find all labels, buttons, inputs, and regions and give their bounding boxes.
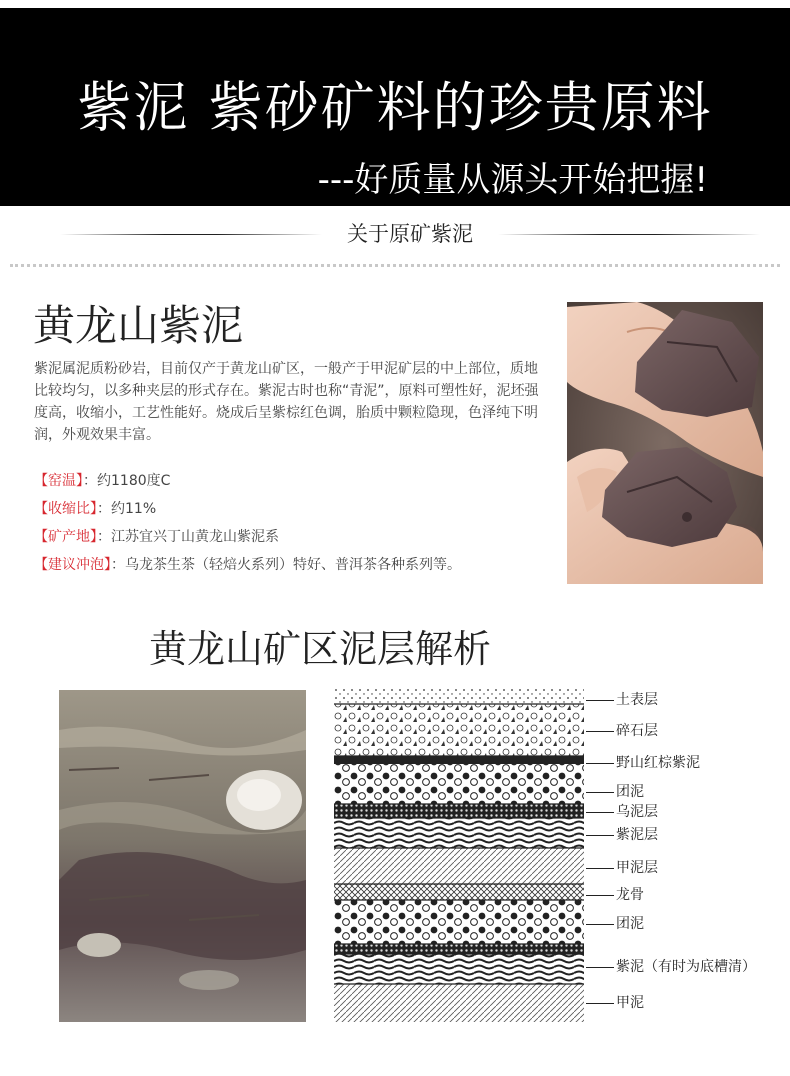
clay-name-heading: 黄龙山紫泥 [33,301,244,350]
dotted-divider [10,264,780,267]
banner-subtitle: ---好质量从源头开始把握! [317,160,708,200]
legend-item [586,859,658,877]
legend-item [586,994,644,1012]
legend-dash [586,868,614,869]
ore-illustration [567,302,763,584]
legend-label: 土表层 [616,692,658,708]
ore-photo [567,302,763,584]
legend-dash [586,812,614,813]
legend-dash [586,895,614,896]
legend-label: 野山红棕紫泥 [616,755,700,771]
legend-label: 甲泥层 [616,860,658,876]
spec-row-brewing [34,554,554,576]
legend-dash [586,731,614,732]
legend-dash [586,763,614,764]
legend-item [586,886,644,904]
spec-value: ：约11% [97,501,157,517]
spec-row-shrinkage [34,498,554,520]
legend-dash [586,835,614,836]
divider-right [498,234,760,235]
legend-label: 团泥 [616,916,644,932]
spec-key: 【窑温】 [34,473,83,489]
legend-item [586,722,658,740]
legend-label: 甲泥 [616,995,644,1011]
legend-item [586,691,658,709]
legend-dash [586,924,614,925]
layer-diagram [334,688,584,1022]
spec-list [34,470,554,582]
spec-key: 【矿产地】 [34,529,97,545]
legend-item [586,783,644,801]
spec-row-kiln-temp [34,470,554,492]
legend-dash [586,700,614,701]
clay-description: 紫泥属泥质粉砂岩，目前仅产于黄龙山矿区，一般产于甲泥矿层的中上部位，质地比较均匀，以多种夹层的形式存在。紫泥古时也称“青泥”，原料可塑性好，泥坯强度高，收缩小，工艺性能好。烧成后呈紫棕红色调，胎质中颗粒隐现，色泽纯下明润，外观效果丰富。 [34,361,539,443]
banner-title: 紫泥 紫砂矿料的珍贵原料 [77,76,713,139]
section-header [0,214,790,254]
legend-dash [586,967,614,968]
layer-legend [586,688,786,1022]
strata-photo [59,690,306,1022]
legend-label: 龙骨 [616,887,644,903]
spec-value: ：约1180度C [83,473,171,489]
strata-illustration [59,690,306,1022]
spec-key: 【建议冲泡】 [34,557,111,573]
spec-key: 【收缩比】 [34,501,97,517]
divider-left [60,234,322,235]
legend-label: 团泥 [616,784,644,800]
legend-item [586,958,756,976]
legend-label: 紫泥（有时为底槽清） [616,959,756,975]
legend-item [586,803,658,821]
legend-item [586,915,644,933]
legend-label: 碎石层 [616,723,658,739]
spec-value: ：江苏宜兴丁山黄龙山紫泥系 [97,529,279,545]
layer-diagram-svg [334,688,584,1022]
spec-value: ：乌龙茶生茶（轻焙火系列）特好、普洱茶各种系列等。 [111,557,461,573]
legend-label: 紫泥层 [616,827,658,843]
header-banner [0,8,790,206]
legend-item [586,754,700,772]
section-title: 关于原矿紫泥 [347,222,473,246]
legend-item [586,826,658,844]
analysis-heading: 黄龙山矿区泥层解析 [148,627,491,671]
legend-dash [586,1003,614,1004]
spec-row-origin [34,526,554,548]
legend-label: 乌泥层 [616,804,658,820]
legend-dash [586,792,614,793]
